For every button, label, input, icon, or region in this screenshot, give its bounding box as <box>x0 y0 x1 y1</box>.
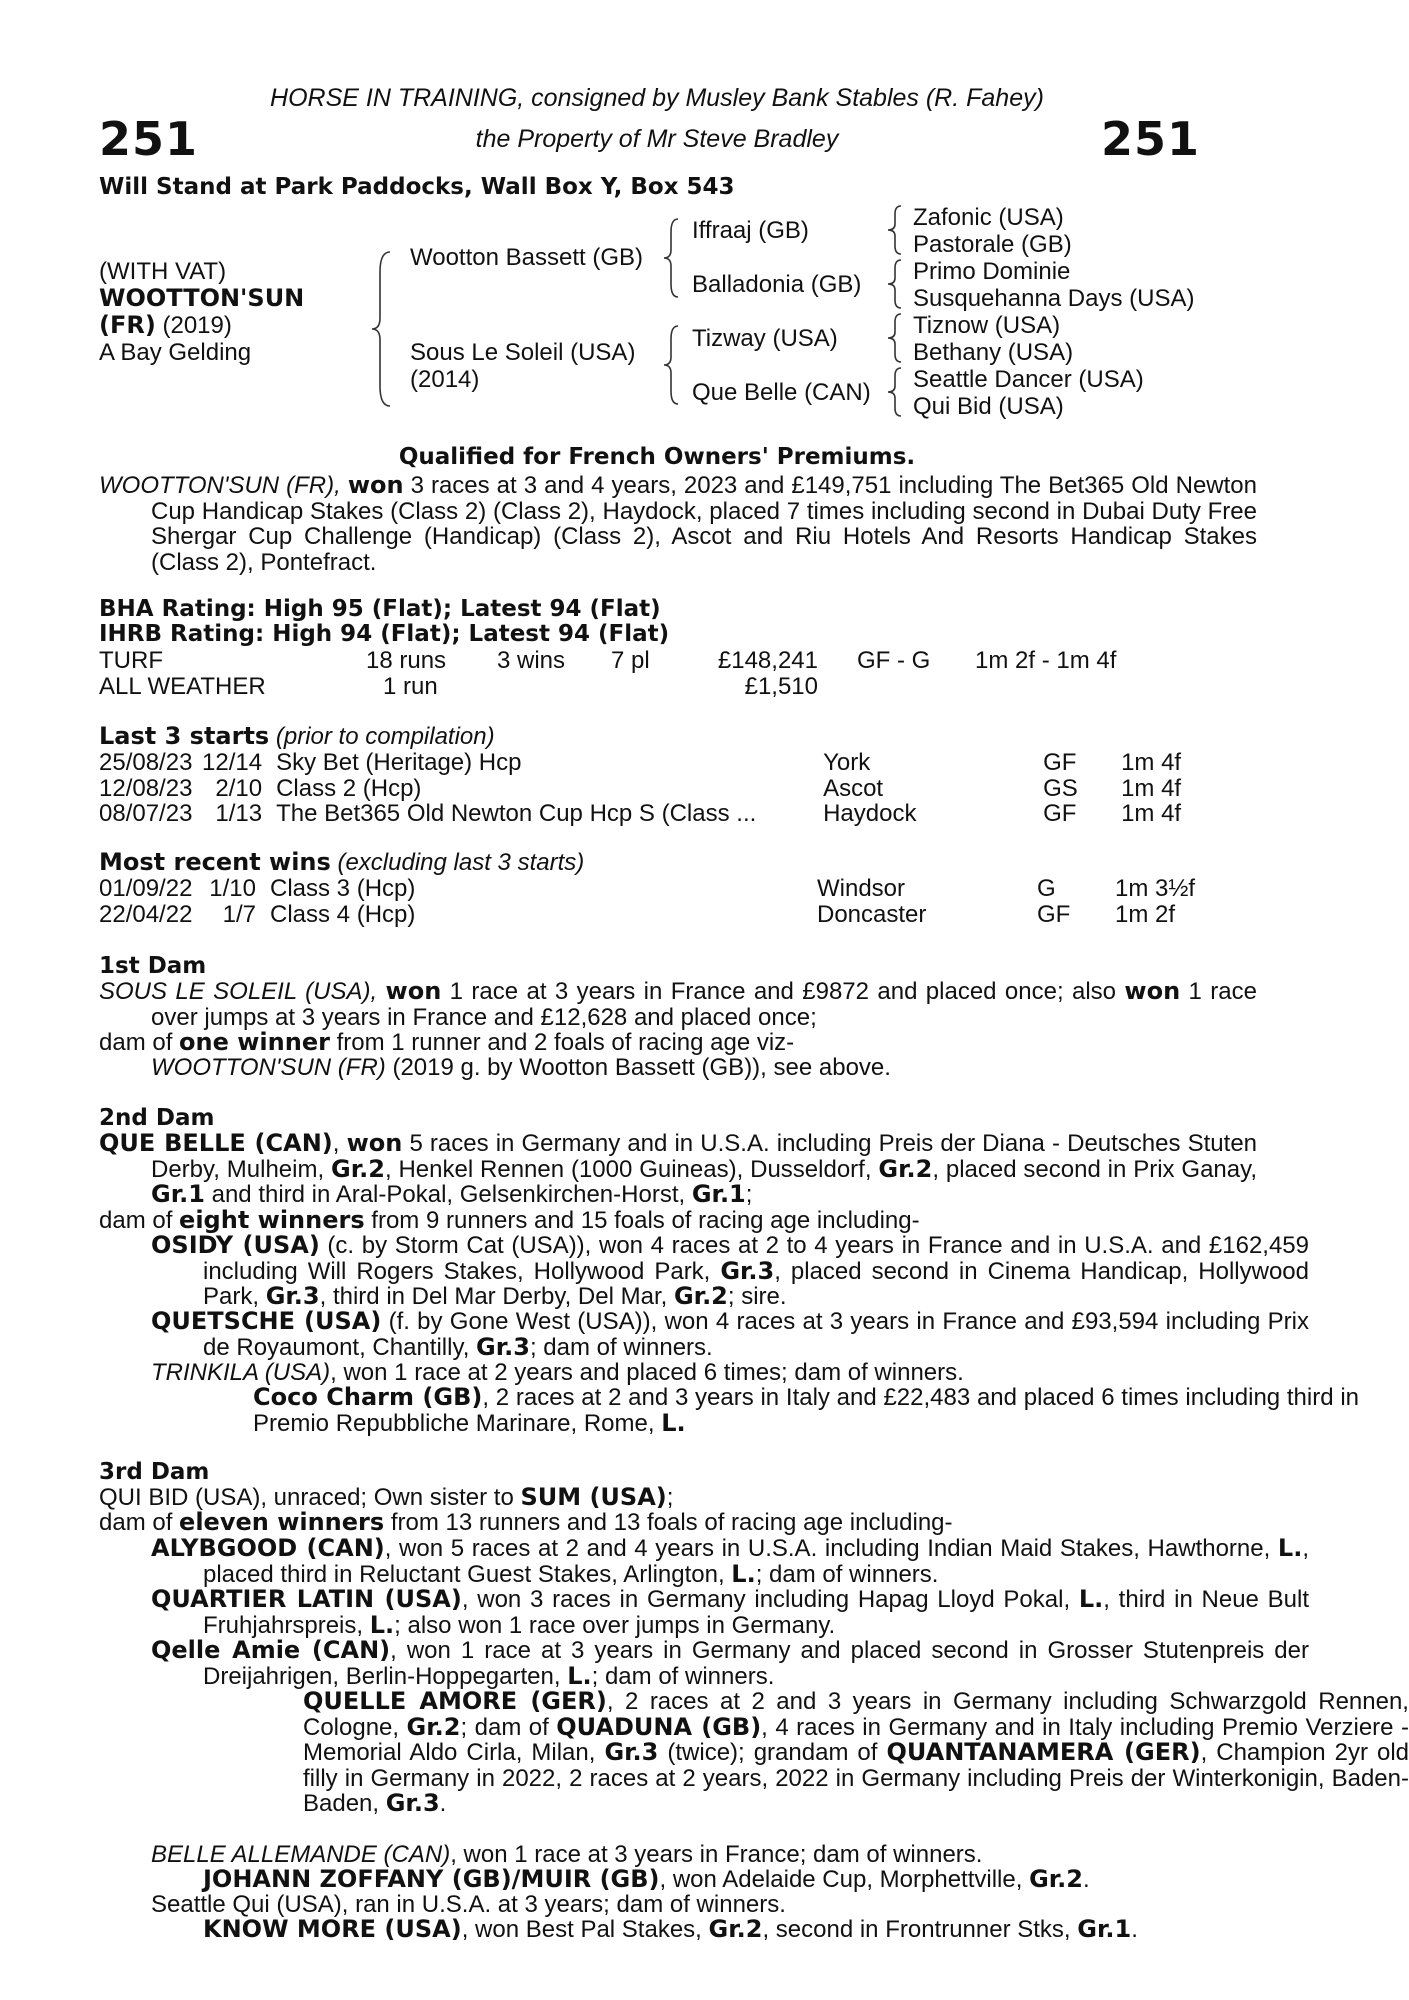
dam1-heading: 1st Dam <box>99 953 207 979</box>
dam3-l1b: SUM (USA) <box>520 1483 667 1511</box>
qlat-name: QUARTIER LATIN (USA) <box>151 1585 462 1613</box>
last3-pos: 12/14 <box>202 749 263 776</box>
pedigree-g5: Tiznow (USA) <box>913 312 1061 339</box>
dam1-damof-c: from 1 runner and 2 foals of racing age viz- <box>329 1029 795 1056</box>
recent-date: 01/09/22 <box>99 875 193 902</box>
last3-row <box>99 801 1181 827</box>
last3-race: Sky Bet (Heritage) Hcp <box>276 749 522 776</box>
quelle-t4: (twice); grandam of <box>658 1739 887 1766</box>
last3-date: 12/08/23 <box>99 774 193 802</box>
pedigree-g7: Seattle Dancer (USA) <box>913 366 1144 393</box>
qualified-note: Qualified for French Owners' Premiums. <box>398 444 916 470</box>
belle-text: , won 1 race at 3 years in France; dam of winners. <box>450 1841 983 1868</box>
dam2-gr2a: Gr.2 <box>331 1154 385 1183</box>
bha-rating: BHA Rating: High 95 (Flat); Latest 94 (Flat) <box>99 596 661 622</box>
dam3-knowmore <box>99 1917 1309 1943</box>
ihrb-rating: IHRB Rating: High 94 (Flat); Latest 94 (Flat) <box>99 621 670 647</box>
trinkila-name: TRINKILA (USA) <box>151 1359 331 1386</box>
dam3-belle <box>99 1842 1257 1868</box>
record-turf-prize: £148,241 <box>717 647 818 674</box>
dam3-produce <box>99 1510 1205 1536</box>
know-name: KNOW MORE (USA) <box>203 1915 462 1943</box>
pedigree-brace-dam <box>662 323 682 407</box>
pedigree-g4: Susquehanna Days (USA) <box>913 285 1195 312</box>
osidy-t1: (c. by Storm Cat (USA)), won 4 races at 2 to 4 years in France and in U.S.A. and £162,459 including Will Rogers Stakes, Hollywood Park, <box>203 1232 1310 1285</box>
stabling-line: Will Stand at Park Paddocks, Wall Box Y, Box 543 <box>99 174 735 200</box>
last3-course: Ascot <box>823 774 884 802</box>
dam2-t5: ; <box>745 1181 753 1208</box>
dam2-record <box>99 1131 1257 1208</box>
dam2-osidy <box>99 1233 1309 1310</box>
osidy-gr3a: Gr.3 <box>720 1256 775 1285</box>
know-gr1: Gr.1 <box>1077 1915 1132 1943</box>
coco-name: Coco Charm (GB) <box>253 1383 483 1411</box>
dam3-damof-a: dam of <box>99 1509 180 1536</box>
osidy-t3: , third in Del Mar Derby, Del Mar, <box>319 1283 674 1310</box>
johann-t2: . <box>1083 1866 1090 1893</box>
record-turf-label: TURF <box>99 647 163 674</box>
last3-pos: 1/13 <box>215 800 263 827</box>
dam2-comma: , <box>332 1130 347 1157</box>
pedigree-brace-g4 <box>886 366 906 418</box>
quelle-gr3a: Gr.3 <box>604 1738 659 1766</box>
quetsche-t1: (f. by Gone West (USA)), won 4 races at 3 years in France and £93,594 including Prix de Royaumont, Chantilly, <box>203 1308 1309 1361</box>
pedigree-brace-g1 <box>886 204 906 256</box>
lot-number-left: 251 <box>99 112 199 166</box>
pedigree-dam-dam: Que Belle (CAN) <box>692 379 871 406</box>
dam2-trinkila <box>99 1360 1257 1386</box>
dam2-gr2b: Gr.2 <box>878 1154 933 1183</box>
pedigree-brace-g2 <box>886 258 906 310</box>
dam2-gr1b: Gr.1 <box>691 1180 746 1208</box>
quelle-t1: , 2 races at 2 and 3 years in Germany including Schwarzgold Rennen, Cologne, <box>303 1688 1409 1741</box>
dam2-damof-b: eight winners <box>179 1206 365 1234</box>
record-turf-going: GF - G <box>857 647 931 674</box>
last3-going: GF <box>1043 749 1077 776</box>
recent-course: Doncaster <box>817 900 927 928</box>
recent-race: Class 3 (Hcp) <box>270 875 416 902</box>
osidy-gr3b: Gr.3 <box>265 1282 320 1310</box>
dam3-qelle <box>99 1638 1309 1689</box>
horse-name: WOOTTON'SUN <box>99 284 305 312</box>
quelle-gr3b: Gr.3 <box>385 1789 440 1817</box>
osidy-gr2: Gr.2 <box>673 1282 728 1310</box>
recent-date: 22/04/22 <box>99 900 193 928</box>
know-t2: , second in Frontrunner Stks, <box>762 1916 1078 1943</box>
last3-date: 25/08/23 <box>99 749 193 776</box>
osidy-t2: , placed second in Cinema Handicap, Hollywood Park, <box>203 1257 1309 1310</box>
dam1-text2: 1 race over jumps at 3 years in France and £12,628 and placed once; <box>151 978 1257 1031</box>
quetsche-name: QUETSCHE (USA) <box>151 1307 382 1335</box>
pedigree-g8: Qui Bid (USA) <box>913 393 1064 420</box>
pedigree-sire-sire: Iffraaj (GB) <box>692 217 809 244</box>
dam2-t1: 5 races in Germany and in U.S.A. including Preis der Diana - Deutsches Stuten Derby, Mulheim, <box>151 1130 1258 1183</box>
pedigree-g3: Primo Dominie <box>913 258 1071 285</box>
quelle-gr2: Gr.2 <box>406 1712 461 1741</box>
dam2-name: QUE BELLE (CAN) <box>99 1129 333 1157</box>
dam3-quartier <box>99 1587 1309 1638</box>
dam1-progeny-name: WOOTTON'SUN (FR) <box>151 1054 386 1081</box>
belle-name: BELLE ALLEMANDE (CAN) <box>151 1841 451 1868</box>
pedigree-brace-main <box>370 248 394 410</box>
recent-race: Class 4 (Hcp) <box>270 900 416 928</box>
osidy-t4: ; sire. <box>727 1283 787 1310</box>
horse-country: (FR) <box>99 311 156 339</box>
dam1-produce <box>99 1030 1205 1056</box>
horse-year: (2019) <box>162 312 232 339</box>
last3-date: 08/07/23 <box>99 800 193 827</box>
alyb-l1: L. <box>1277 1534 1303 1562</box>
dam1-record <box>99 979 1257 1030</box>
dam1-won2: won <box>1124 977 1181 1005</box>
dam2-t4: and third in Aral-Pokal, Gelsenkirchen-Horst, <box>204 1181 692 1208</box>
dam3-line1 <box>99 1485 1205 1511</box>
lot-number-right: 251 <box>1100 112 1200 166</box>
johann-gr2: Gr.2 <box>1029 1865 1083 1893</box>
recent-pos: 1/10 <box>209 875 256 902</box>
recent-dist: 1m 2f <box>1115 900 1176 928</box>
dam2-gr1a: Gr.1 <box>151 1180 205 1208</box>
last3-race: Class 2 (Hcp) <box>276 774 422 802</box>
recent-heading <box>99 850 584 876</box>
quelle-t2: ; dam of <box>460 1713 557 1741</box>
johann-t1: , won Adelaide Cup, Morphettville, <box>659 1866 1030 1893</box>
record-turf-distance: 1m 2f - 1m 4f <box>975 647 1117 674</box>
pedigree-sire: Wootton Bassett (GB) <box>410 244 643 271</box>
recent-table <box>99 876 1195 927</box>
pedigree-dam-sire: Tizway (USA) <box>692 325 838 352</box>
qlat-t3: ; also won 1 race over jumps in Germany. <box>394 1611 836 1639</box>
dam1-progeny-rest: (2019 g. by Wootton Bassett (GB)), see above. <box>385 1054 891 1081</box>
record-aw-label: ALL WEATHER <box>99 673 266 700</box>
pedigree-brace-g3 <box>886 312 906 364</box>
dam3-seattle: Seattle Qui (USA), ran in U.S.A. at 3 years; dam of winners. <box>151 1891 786 1918</box>
qlat-t1: , won 3 races in Germany including Hapag Lloyd Pokal, <box>461 1586 1079 1613</box>
dam3-l1c: ; <box>666 1484 674 1511</box>
alyb-t3: ; dam of winners. <box>755 1560 939 1588</box>
horse-foaling <box>99 312 232 339</box>
dam3-alybgood <box>99 1536 1309 1587</box>
qelle-t1: , won 1 race at 3 years in Germany and placed second in Grosser Stutenpreis der Dreijahrigen, Berlin-Hoppegarten, <box>203 1637 1309 1690</box>
record-turf-placed: 7 pl <box>611 647 650 674</box>
dam1-damof-b: one winner <box>179 1028 330 1056</box>
dam3-damof-b: eleven winners <box>179 1508 385 1536</box>
dam2-won: won <box>346 1129 403 1157</box>
dam2-coco <box>99 1385 1359 1436</box>
recent-title: Most recent wins <box>99 848 331 876</box>
last3-course: Haydock <box>823 800 917 827</box>
recent-course: Windsor <box>817 875 906 902</box>
coco-l: L. <box>661 1408 686 1437</box>
dam1-won: won <box>385 977 442 1005</box>
last3-title: Last 3 starts <box>99 722 270 750</box>
last3-heading <box>99 724 495 750</box>
qlat-l2: L. <box>369 1610 395 1639</box>
dam1-damof-a: dam of <box>99 1029 180 1056</box>
alyb-l2: L. <box>731 1559 756 1588</box>
summary-won: won <box>347 471 404 499</box>
know-t1: , won Best Pal Stakes, <box>461 1916 709 1943</box>
quetsche-gr3: Gr.3 <box>476 1332 530 1361</box>
dam2-t2: , Henkel Rennen (1000 Guineas), Dusseldorf, <box>384 1155 879 1183</box>
dam2-heading: 2nd Dam <box>99 1105 215 1131</box>
last3-pos: 2/10 <box>215 774 263 802</box>
property-line: the Property of Mr Steve Bradley <box>475 125 839 153</box>
dam2-t3: , placed second in Prix Ganay, <box>932 1155 1258 1183</box>
qelle-l: L. <box>567 1661 592 1690</box>
quaduna-name: QUADUNA (GB) <box>556 1712 762 1741</box>
last3-row <box>99 776 1181 802</box>
osidy-name: OSIDY (USA) <box>151 1231 320 1259</box>
quetsche-t2: ; dam of winners. <box>529 1333 713 1361</box>
dam2-produce <box>99 1208 1205 1234</box>
qlat-l1: L. <box>1078 1585 1104 1613</box>
dam1-name: SOUS LE SOLEIL (USA), <box>99 978 378 1005</box>
dam1-progeny <box>99 1055 1257 1081</box>
recent-going: G <box>1037 875 1056 902</box>
dam3-quelle <box>99 1689 1409 1817</box>
pedigree-sire-dam: Balladonia (GB) <box>692 271 862 298</box>
quantanamera-name: QUANTANAMERA (GER) <box>886 1738 1201 1766</box>
last3-row <box>99 750 1181 776</box>
recent-dist: 1m 3½f <box>1115 875 1196 902</box>
record-turf-wins: 3 wins <box>497 647 566 674</box>
dam2-quetsche <box>99 1309 1309 1360</box>
pedigree-dam-year: (2014) <box>410 366 480 393</box>
summary-horse-name: WOOTTON'SUN (FR), <box>99 472 341 499</box>
dam2-damof-c: from 9 runners and 15 foals of racing age including- <box>364 1207 920 1234</box>
last3-note: (prior to compilation) <box>275 723 495 750</box>
recent-note: (excluding last 3 starts) <box>337 849 585 876</box>
quelle-name: QUELLE AMORE (GER) <box>303 1687 607 1715</box>
recent-going: GF <box>1037 900 1071 928</box>
last3-course: York <box>823 749 871 776</box>
record-aw-prize: £1,510 <box>744 673 818 700</box>
qlat-t2: , third in Neue Bult Fruhjahrspreis, <box>203 1586 1309 1639</box>
last3-going: GS <box>1043 774 1078 802</box>
dam3-heading: 3rd Dam <box>99 1459 210 1485</box>
dam3-l1a: QUI BID (USA), unraced; Own sister to <box>99 1484 521 1511</box>
quelle-t6: . <box>439 1790 447 1817</box>
last3-dist: 1m 4f <box>1121 749 1182 776</box>
dam3-johann <box>99 1867 1309 1893</box>
recent-row <box>99 902 1195 928</box>
summary-text: 3 races at 3 and 4 years, 2023 and £149,751 including The Bet365 Old Newton Cup Handicap Stakes (Class 2) (Class 2), Haydock, placed 7 times including second in Dubai Duty Free Shergar Cup Challenge (Handicap) (Class 2), Ascot and Riu Hotels And Resorts Handicap Stakes (Class 2), Pontefract. <box>151 472 1257 576</box>
vat-label: (WITH VAT) <box>99 258 227 285</box>
last3-race: The Bet365 Old Newton Cup Hcp S (Class ... <box>276 800 757 827</box>
recent-row <box>99 876 1195 902</box>
alyb-name: ALYBGOOD (CAN) <box>151 1534 385 1562</box>
horse-description: A Bay Gelding <box>99 339 252 366</box>
know-gr2: Gr.2 <box>708 1915 763 1943</box>
race-summary <box>99 473 1257 575</box>
know-t3: . <box>1131 1916 1138 1943</box>
last3-dist: 1m 4f <box>1121 800 1182 827</box>
record-aw-runs: 1 run <box>383 673 438 700</box>
dam1-text1: 1 race at 3 years in France and £9872 and placed once; also <box>441 978 1125 1005</box>
dam3-damof-c: from 13 runners and 13 foals of racing age including- <box>384 1509 953 1536</box>
pedigree-dam: Sous Le Soleil (USA) <box>410 339 636 366</box>
qelle-t2: ; dam of winners. <box>591 1662 775 1690</box>
record-turf-runs: 18 runs <box>366 647 447 674</box>
pedigree-g2: Pastorale (GB) <box>913 231 1072 258</box>
alyb-t1: , won 5 races at 2 and 4 years in U.S.A. including Indian Maid Stakes, Hawthorne, <box>384 1535 1278 1562</box>
pedigree-brace-sire <box>662 216 682 300</box>
qelle-name: Qelle Amie (CAN) <box>151 1636 391 1664</box>
quelle-t3: , 4 races in Germany and in Italy including Premio Verziere - Memorial Aldo Cirla, Milan, <box>303 1713 1409 1766</box>
last3-table <box>99 750 1181 827</box>
quelle-t5: , Champion 2yr old filly in Germany in 2022, 2 races at 2 years, 2022 in Germany including Preis der Winterkonigin, Baden-Baden, <box>303 1739 1409 1817</box>
last3-dist: 1m 4f <box>1121 774 1182 802</box>
trinkila-text: , won 1 race at 2 years and placed 6 times; dam of winners. <box>330 1359 964 1386</box>
consignor-line: HORSE IN TRAINING, consigned by Musley Bank Stables (R. Fahey) <box>270 84 1044 112</box>
recent-pos: 1/7 <box>222 900 256 928</box>
pedigree-g1: Zafonic (USA) <box>913 204 1064 231</box>
coco-t1: , 2 races at 2 and 3 years in Italy and £22,483 and placed 6 times including third in Premio Repubbliche Marinare, Rome, <box>253 1384 1359 1437</box>
dam2-damof-a: dam of <box>99 1207 180 1234</box>
alyb-t2: , placed third in Reluctant Guest Stakes, Arlington, <box>203 1535 1310 1588</box>
last3-going: GF <box>1043 800 1077 827</box>
pedigree-g6: Bethany (USA) <box>913 339 1074 366</box>
johann-name: JOHANN ZOFFANY (GB)/MUIR (GB) <box>203 1865 660 1893</box>
